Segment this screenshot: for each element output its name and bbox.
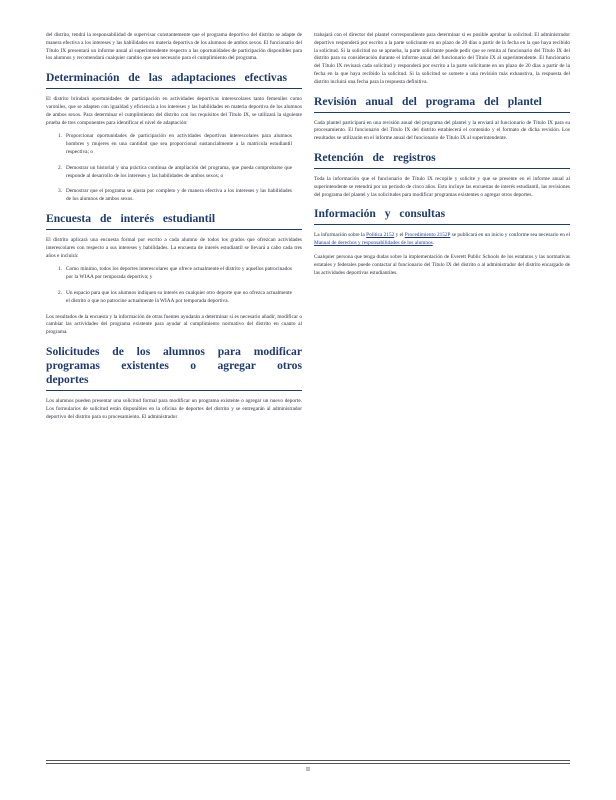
- list-item: [46, 133, 302, 156]
- section-rule: [46, 390, 302, 391]
- list-item-number: 1.: [58, 133, 62, 140]
- revision-paragraph: Cada plantel participará en una revisión anual del programa del plantel y la enviará al funcionario de Título IX para su procesamiento. El funcionario del Título IX del distrito establecerá el contenido y el formato de dicha revisión. Los resultados se utilizarán en el informe anual del funcionario de Título IX al superintendente.: [314, 119, 570, 142]
- list-item: [46, 165, 302, 181]
- informacion-text: .: [432, 240, 435, 247]
- section-rule: [46, 229, 302, 230]
- contacto-paragraph: Cualquier persona que tenga dudas sobre la implementación de Everett Public Schools de los estatutos y las normativas estatales y federales puede contactar al funcionario del Título IX del distrito o al administrador del distrito encargado de las actividades deportivas estudiantiles.: [314, 253, 570, 276]
- footer-rule: [46, 760, 570, 761]
- section-title-adaptaciones: Determinación de las adaptaciones efectivas: [46, 71, 288, 85]
- section-rule: [314, 224, 570, 225]
- list-item-text: Demostrar un historial y una práctica continua de ampliación del programa, que pueda comprobarse que responde al desarrollo de los intereses y las habilidades de ambos sexos; o: [66, 164, 292, 179]
- list-item-text: Un espacio para que los alumnos indiquen su interés en cualquier otro deporte que no ofrezca actualmente el distrito o que no patrocine actualmente la WIAA por temporada deportiva.: [66, 289, 292, 304]
- list-item: [46, 290, 302, 306]
- section-title-solicitudes: Solicitudes de los alumnos para modificar programas existentes o agregar otros deportes: [46, 344, 302, 386]
- informacion-text: se publicará en un inicio y conforme sea necesario en el: [450, 232, 571, 239]
- solicitudes-paragraph: Los alumnos pueden presentar una solicitud formal para modificar un programa existente o agregar un nuevo deporte. Los formularios de solicitud están disponibles en la oficina de deportes del distrito y se entregarán al administrador deportivo del distrito para su procesamiento. El administrador: [46, 397, 302, 420]
- procedure-2152p-link[interactable]: Procedimiento 2152P: [404, 232, 451, 239]
- section-rule: [46, 88, 302, 89]
- adaptaciones-paragraph: El distrito brindará oportunidades de participación en actividades deportivas interescolares tanto femeniles como varoniles, que se adapten con igualdad y eficiencia a los intereses y las habilidades en materia deportiva de los alumnos de ambos sexos. Para determinar el cumplimiento del distrito con los requisitos del Título IX, se utilizará la siguiente prueba de tres componentes para identificar el nivel de adaptación:: [46, 96, 302, 126]
- retencion-paragraph: Toda la información que el funcionario de Título IX recopile y solicite y que se presente en el informe anual al superintendente se retendrá por un periodo de cinco años. Esto incluye las encuestas de interés estudiantil, las revisiones del programa del plantel y las solicitudes para modificar programas existentes o agregar otros deportes.: [314, 175, 570, 198]
- section-title-informacion: Información y consultas: [314, 207, 446, 221]
- right-column: [314, 32, 570, 283]
- student-handbook-link[interactable]: Manual de derechos y responsabilidades de los alumnos: [314, 240, 433, 247]
- page-number: II: [306, 767, 310, 773]
- continuation-paragraph: trabajará con el director del plantel correspondiente para determinar si es posible aprobar la solicitud. El administrador deportivo responderá por escrito a la parte solicitante en un plazo de 20 días a partir de la fecha en la que haya recibido la solicitud. Si la solicitud no se aprueba, la parte solicitante puede pedir que se remita al funcionario del Título IX del distrito para su consideración durante el informe anual del funcionario del Título IX al superintendente. El funcionario del Título IX revisará cada solicitud y responderá por escrito a la parte solicitante en un plazo de 20 días a partir de la fecha en la que haya recibido la solicitud. Si la solicitud se somete a una revisión más exhaustiva, la respuesta del distrito incluirá una fecha para la respuesta definitiva.: [314, 32, 570, 85]
- section-rule: [314, 168, 570, 169]
- list-item-text: Demostrar que el programa se ajusta por completo y de manera efectiva a los intereses y las habilidades de los alumnos de ambos sexos.: [66, 188, 292, 203]
- left-column: [46, 32, 302, 427]
- list-item: [46, 266, 302, 282]
- section-title-revision: Revisión anual del programa del plantel: [314, 94, 542, 108]
- encuesta-paragraph: El distrito aplicará una encuesta formal por escrito a cada alumno de todos los grados que ofrezcan actividades interescolares con respecto a sus intereses y habilidades. La encuesta de interés estudiantil se llevará a cabo cada tres años e incluirá:: [46, 236, 302, 259]
- informacion-paragraph: [314, 232, 570, 248]
- list-item-number: 3.: [58, 188, 62, 195]
- encuesta-list: [46, 266, 302, 305]
- encuesta-results-paragraph: Los resultados de la encuesta y la información de otras fuentes ayudarán a determinar si es necesario añadir, modificar o cambiar las actividades del programa existente para ayudar al cumplimiento normativo del distrito en cuanto al programa.: [46, 313, 302, 336]
- policy-2152-link[interactable]: Política 2152: [366, 232, 395, 239]
- list-item: [46, 188, 302, 204]
- adaptaciones-list: [46, 133, 302, 204]
- list-item-number: 2.: [58, 164, 62, 171]
- section-title-retencion: Retención de registros: [314, 150, 436, 164]
- list-item-text: Proporcionar oportunidades de participación en actividades deportivas interescolares para alumnos hombres y mujeres en una cantidad que sea proporcional sustancialmente a la matrícula estudiantil respectiva; o: [66, 133, 292, 155]
- informacion-text: y el: [394, 232, 405, 239]
- intro-paragraph: del distrito, tendrá la responsabilidad de supervisar constantemente que el programa deportivo del distrito se adapte de manera efectiva a los intereses y las habilidades en materia deportiva de los alumnos de ambos sexos. El funcionario del Título IX presentará un informe anual al superintendente respecto a las oportunidades de participación disponibles para los alumnos y recomendará cualquier cambio que sea necesario para el cumplimiento del programa.: [46, 32, 302, 62]
- list-item-number: 2.: [58, 289, 62, 296]
- informacion-text: La información sobre la: [314, 232, 367, 239]
- list-item-text: Como mínimo, todos los deportes interescolares que ofrece actualmente el distrito y aquellos patrocinados por la WIAA por temporada deportiva; y: [66, 266, 292, 281]
- section-rule: [314, 112, 570, 113]
- list-item-number: 1.: [58, 266, 62, 273]
- section-title-encuesta: Encuesta de interés estudiantil: [46, 211, 216, 225]
- footer-rule: [46, 763, 570, 764]
